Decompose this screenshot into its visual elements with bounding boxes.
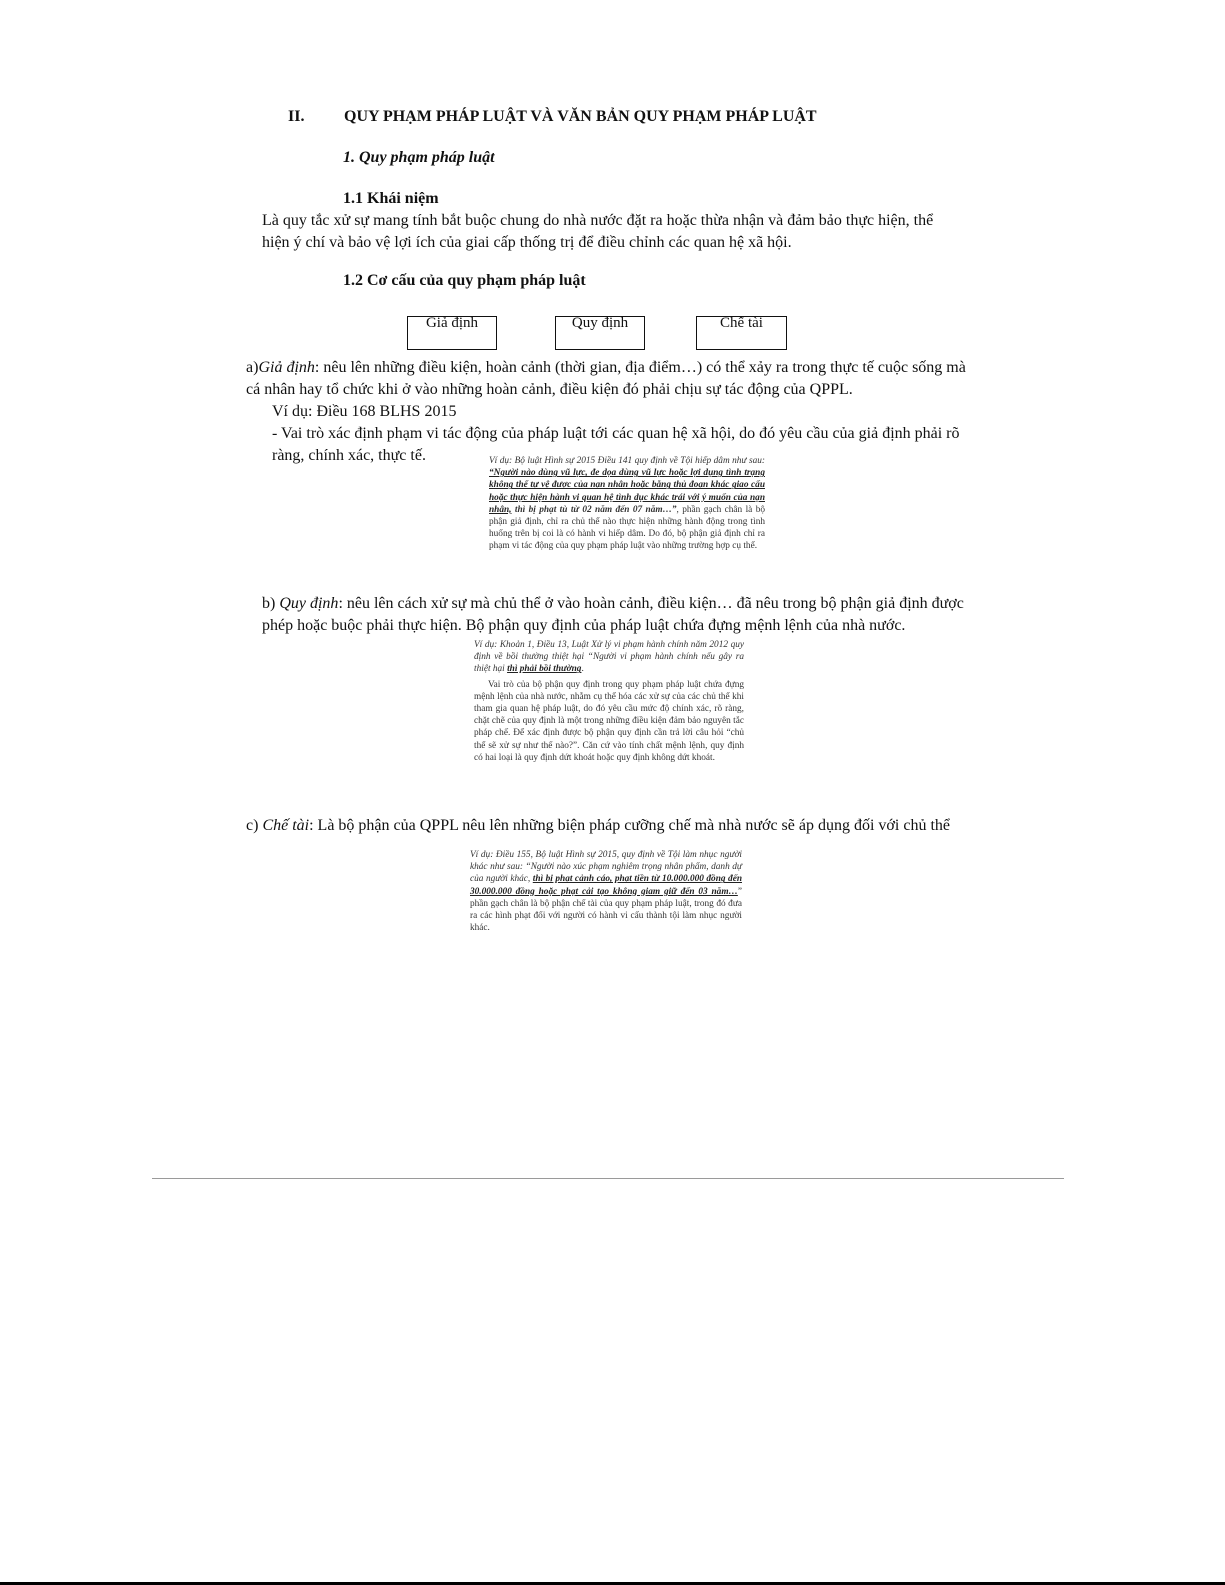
part-a-definition xyxy=(246,357,966,401)
inset-b-lead: Ví dụ: Khoản 1, Điều 13, Luật Xử lý vi phạm hành chính năm 2012 quy định về bồi thường thiệt hại “Người vi phạm hành chính nếu gây ra thiệt hại xyxy=(474,640,744,675)
example-inset-che-tai xyxy=(470,849,742,934)
part-a-text: : nêu lên những điều kiện, hoàn cảnh (thời gian, địa điểm…) có thể xảy ra trong thực tế cuộc sống mà cá nhân hay tổ chức khi ở vào những hoàn cảnh, điều kiện đó phải chịu sự tác động của QPPL. xyxy=(246,359,966,398)
inset-a-bold: thì bị phạt tù từ 02 năm đến 07 năm…” xyxy=(511,504,677,515)
section-title: QUY PHẠM PHÁP LUẬT VÀ VĂN BẢN QUY PHẠM PHÁP LUẬT xyxy=(344,108,817,125)
inset-c-underlined: thì bị phạt cảnh cáo, phạt tiền từ 10.000.000 đồng đến 30.000.000 đồng hoặc phạt cải tạo không giam giữ đến 03 năm… xyxy=(470,874,742,897)
inset-b-para2: Vai trò của bộ phận quy định trong quy phạm pháp luật chứa đựng mệnh lệnh của nhà nước, nhằm cụ thể hóa các xử sự của các chủ thể khi tham gia quan hệ pháp luật, do đó yêu cầu mức độ chính xác, rõ ràng, chặt chẽ của quy định là một trong những điều kiện đảm bảo nguyên tắc pháp chế. Để xác định được bộ phận quy định cần trả lời câu hỏi “chủ thể sẽ xử sự như thế nào?”. Căn cứ vào tính chất mệnh lệnh, quy định có hai loại là quy định dứt khoát hoặc quy định không dứt khoát. xyxy=(474,679,744,763)
part-a-label: a) xyxy=(246,359,259,376)
part-c-block xyxy=(246,815,966,837)
inset-b-underlined: thì phải bồi thường xyxy=(507,664,582,675)
box-gia-dinh: Giả định xyxy=(407,316,497,350)
part-a-term: Giả định xyxy=(258,359,315,376)
example-inset-quy-dinh xyxy=(474,639,744,764)
box-che-tai: Chế tài xyxy=(696,316,787,350)
example-inset-gia-dinh xyxy=(489,455,765,553)
section-heading xyxy=(288,108,817,126)
part-c-label: c) xyxy=(246,817,259,834)
part-b-block xyxy=(262,593,982,637)
structure-heading: 1.2 Cơ cấu của quy phạm pháp luật xyxy=(343,272,586,289)
inset-b-end: . xyxy=(581,664,584,675)
inset-a-underlined: “Người nào dùng vũ lực, đe dọa dùng vũ lực hoặc lợi dụng tình trạng không thể tự vệ được của nạn nhân hoặc bằng thủ đoạn khác giao cấu hoặc thực hiện hành vi quan hệ tình dục khác trái với ý muốn của nạn nhân, xyxy=(489,468,765,515)
part-b-text: : nêu lên cách xử sự mà chủ thể ở vào hoàn cảnh, điều kiện… đã nêu trong bộ phận giả định được phép hoặc buộc phải thực hiện. Bộ phận quy định của pháp luật chứa đựng mệnh lệnh của nhà nước. xyxy=(262,595,964,634)
inset-a-lead: Ví dụ: Bộ luật Hình sự 2015 Điều 141 quy định về Tội hiếp dâm như sau: xyxy=(489,456,765,466)
concept-heading: 1.1 Khái niệm xyxy=(343,190,439,207)
part-b-label: b) xyxy=(262,595,276,612)
inset-c-lead: Ví dụ: Điều 155, Bộ luật Hình sự 2015, quy định về Tội làm nhục người khác như sau: “Người nào xúc phạm nghiêm trọng nhân phẩm, danh dự của người khác, xyxy=(470,850,742,885)
part-c-term: Chế tài xyxy=(262,817,310,834)
part-a-block xyxy=(246,357,966,467)
concept-definition: Là quy tắc xử sự mang tính bắt buộc chung do nhà nước đặt ra hoặc thừa nhận và đảm bảo thực hiện, thể hiện ý chí và bảo vệ lợi ích của giai cấp thống trị để điều chỉnh các quan hệ xã hội. xyxy=(262,212,934,251)
section-number: II. xyxy=(288,108,305,125)
part-b-term: Quy định xyxy=(279,595,339,612)
box-quy-dinh: Quy định xyxy=(555,316,645,350)
inset-c-rest: ” phần gạch chân là bộ phận chế tài của quy phạm pháp luật, trong đó đưa ra các hình phạt đối với người có hành vi cấu thành tội làm nhục người khác. xyxy=(470,886,742,934)
page-divider xyxy=(152,1178,1064,1179)
part-a-role: - Vai trò xác định phạm vi tác động của pháp luật tới các quan hệ xã hội, do đó yêu cầu của giả định phải rõ ràng, chính xác, thực tế. xyxy=(272,425,960,464)
part-c-text: : Là bộ phận của QPPL nêu lên những biện pháp cưỡng chế mà nhà nước sẽ áp dụng đối với chủ thể xyxy=(309,817,950,834)
subsection-title: 1. Quy phạm pháp luật xyxy=(343,149,495,166)
inset-a-rest: , phần gạch chân là bộ phận giả định, chỉ ra chủ thể nào thực hiện những hành động trong tình huống trên bị coi là có hành vi hiếp dâm. Do đó, bộ phận giả định chỉ ra phạm vi tác động của quy phạm pháp luật vào những trường hợp cụ thể. xyxy=(489,504,765,552)
part-a-example: Ví dụ: Điều 168 BLHS 2015 xyxy=(272,403,457,420)
